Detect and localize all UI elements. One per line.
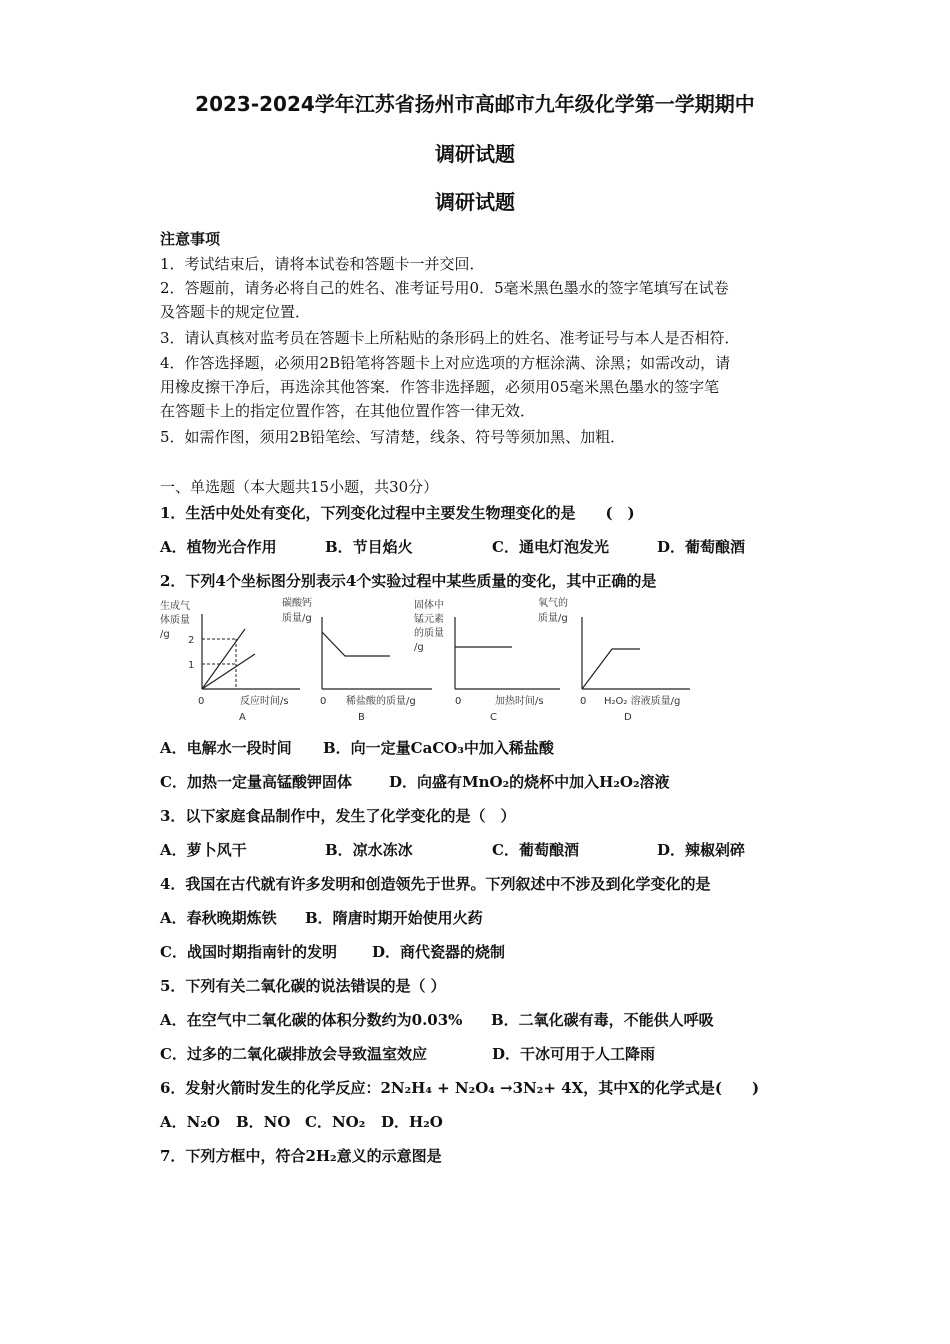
- q2-option-b[interactable]: B．向一定量CaCO₃中加入稀盐酸: [323, 739, 554, 757]
- exam-title-line1: 2023-2024学年江苏省扬州市高邮市九年级化学第一学期期中: [195, 92, 755, 116]
- notice-item: 2．答题前，请务必将自己的姓名、准考证号用0．5毫米黑色墨水的签字笔填写在试卷: [160, 279, 729, 297]
- graph-b: [282, 596, 432, 723]
- q4-option-a[interactable]: A．春秋晚期炼铁: [160, 909, 277, 927]
- graph-b-curve: [322, 632, 390, 656]
- graph-a: [160, 599, 300, 723]
- question-4-stem: 4．我国在古代就有许多发明和创造领先于世界。下列叙述中不涉及到化学变化的是: [160, 875, 711, 893]
- graph-c-ylabel: 的质量: [414, 628, 444, 639]
- graph-b-letter: B: [358, 712, 365, 723]
- graph-a-letter: A: [239, 712, 246, 723]
- graph-c-ylabel: 固体中: [414, 600, 444, 611]
- q1-option-b[interactable]: B．节目焰火: [325, 538, 413, 556]
- exam-title-line3: 调研试题: [435, 190, 515, 214]
- question-3-stem: 3．以下家庭食品制作中，发生了化学变化的是（ ）: [160, 807, 516, 825]
- q5-option-b[interactable]: B．二氧化碳有毒，不能供人呼吸: [491, 1011, 714, 1029]
- graph-d-letter: D: [624, 712, 632, 723]
- graph-d-curve: [582, 649, 640, 689]
- q3-option-d[interactable]: D．辣椒剁碎: [657, 841, 746, 859]
- q6-option-c[interactable]: C．NO₂: [305, 1113, 366, 1131]
- q4-option-b[interactable]: B．隋唐时期开始使用火药: [305, 909, 483, 927]
- graph-a-ylabel: /g: [160, 629, 170, 640]
- q6-option-d[interactable]: D．H₂O: [381, 1113, 443, 1131]
- q5-option-c[interactable]: C．过多的二氧化碳排放会导致温室效应: [160, 1045, 427, 1063]
- q5-option-d[interactable]: D．干冰可用于人工降雨: [492, 1045, 656, 1063]
- graph-c-ylabel: /g: [414, 642, 424, 653]
- graph-a-line-hydrogen: [202, 629, 245, 689]
- graph-a-line-oxygen: [202, 654, 255, 689]
- graph-a-tick: 2: [188, 635, 195, 646]
- graph-b-origin: 0: [320, 696, 327, 707]
- notice-item: 及答题卡的规定位置．: [160, 303, 311, 321]
- graph-a-xlabel: 反应时间/s: [240, 696, 289, 707]
- graph-b-ylabel: 碳酸钙: [282, 598, 312, 609]
- graph-b-xlabel: 稀盐酸的质量/g: [346, 696, 416, 707]
- q1-option-a[interactable]: A．植物光合作用: [160, 538, 277, 556]
- graph-d-xlabel: H₂O₂ 溶液质量/g: [604, 696, 681, 707]
- q4-option-d[interactable]: D．商代瓷器的烧制: [372, 943, 506, 961]
- graph-d-ylabel: 氧气的: [538, 598, 568, 609]
- section-heading: 一、单选题（本大题共15小题，共30分）: [160, 478, 439, 496]
- notice-item: 用橡皮擦干净后，再选涂其他答案．作答非选择题，必须用05毫米黑色墨水的签字笔: [160, 378, 720, 396]
- question-5-stem: 5．下列有关二氧化碳的说法错误的是（ ）: [160, 977, 446, 995]
- graph-b-ylabel: 质量/g: [282, 613, 312, 624]
- graph-c-origin: 0: [455, 696, 462, 707]
- question-6-stem: 6．发射火箭时发生的化学反应：2N₂H₄ + N₂O₄ →3N₂+ 4X，其中X的化学式是( ): [160, 1079, 760, 1097]
- q2-option-c[interactable]: C．加热一定量高锰酸钾固体: [160, 773, 352, 791]
- q1-option-c[interactable]: C．通电灯泡发光: [492, 538, 609, 556]
- graph-a-origin: 0: [198, 696, 205, 707]
- graph-a-ylabel: 生成气: [160, 601, 190, 612]
- graph-c-xlabel: 加热时间/s: [495, 696, 544, 707]
- q2-option-d[interactable]: D．向盛有MnO₂的烧杯中加入H₂O₂溶液: [389, 773, 670, 791]
- notice-item: 3．请认真核对监考员在答题卡上所粘贴的条形码上的姓名、准考证号与本人是否相符．: [160, 329, 740, 347]
- notice-item: 在答题卡上的指定位置作答，在其他位置作答一律无效．: [160, 402, 536, 420]
- question-1-stem: 1．生活中处处有变化，下列变化过程中主要发生物理变化的是 ( ): [160, 504, 635, 522]
- notice-item: 1．考试结束后，请将本试卷和答题卡一并交回．: [160, 255, 485, 273]
- notice-heading: 注意事项: [160, 230, 221, 248]
- q2-option-a[interactable]: A．电解水一段时间: [160, 739, 292, 757]
- q3-option-b[interactable]: B．凉水冻冰: [325, 841, 413, 859]
- graph-d-origin: 0: [580, 696, 587, 707]
- graph-a-ylabel: 体质量: [160, 615, 190, 626]
- exam-title-line2: 调研试题: [435, 142, 515, 166]
- graph-c-ylabel: 锰元素: [414, 614, 444, 625]
- notice-item: 5．如需作图，须用2B铅笔绘、写清楚，线条、符号等须加黑、加粗．: [160, 428, 626, 446]
- question-7-stem: 7．下列方框中，符合2H₂意义的示意图是: [160, 1147, 442, 1165]
- graph-d-ylabel: 质量/g: [538, 613, 568, 624]
- graph-a-tick: 1: [188, 660, 195, 671]
- q3-option-c[interactable]: C．葡萄酿酒: [492, 841, 579, 859]
- q2-graphs: [150, 592, 710, 727]
- question-2-stem: 2．下列4个坐标图分别表示4个实验过程中某些质量的变化，其中正确的是: [160, 572, 657, 590]
- graph-c-letter: C: [490, 712, 497, 723]
- notice-item: 4．作答选择题，必须用2B铅笔将答题卡上对应选项的方框涂满、涂黑；如需改动，请: [160, 354, 731, 372]
- q6-option-b[interactable]: B．NO: [236, 1113, 291, 1131]
- q4-option-c[interactable]: C．战国时期指南针的发明: [160, 943, 337, 961]
- q6-option-a[interactable]: A．N₂O: [160, 1113, 220, 1131]
- graph-d: [538, 596, 690, 723]
- q3-option-a[interactable]: A．萝卜风干: [160, 841, 247, 859]
- q5-option-a[interactable]: A．在空气中二氧化碳的体积分数约为0.03%: [160, 1011, 463, 1029]
- q1-option-d[interactable]: D．葡萄酿酒: [657, 538, 746, 556]
